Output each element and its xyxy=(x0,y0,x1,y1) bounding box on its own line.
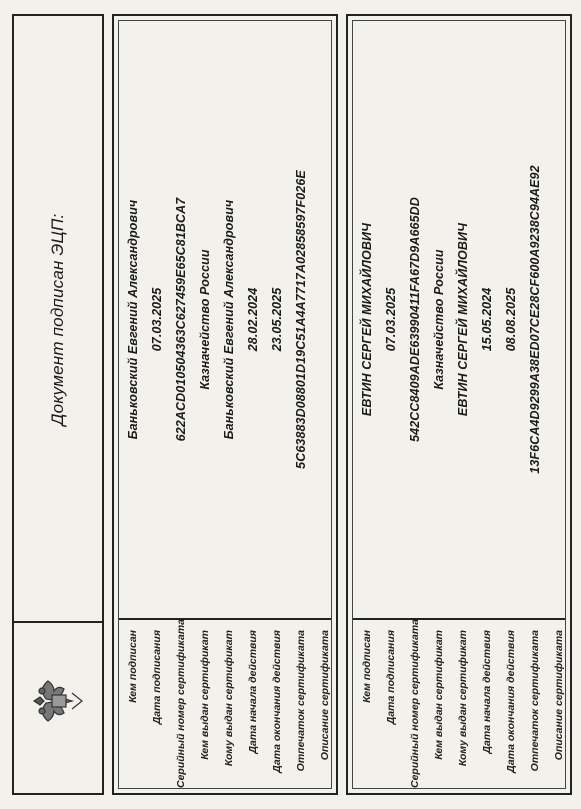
labels-column xyxy=(119,618,331,788)
certificate-panel-2 xyxy=(346,14,572,795)
stamp-header xyxy=(12,14,104,795)
label-description: Описание сертификата xyxy=(319,630,331,761)
value-serial: 542CC8409ADE63990411FA67D9A665DD xyxy=(408,197,422,442)
value-valid-from: 28.02.2024 xyxy=(246,287,260,352)
value-sign-date: 07.03.2025 xyxy=(150,287,164,352)
label-valid-to: Дата окончания действия xyxy=(505,630,517,773)
value-valid-to: 23.05.2025 xyxy=(270,287,284,352)
value-valid-to: 08.08.2025 xyxy=(504,287,518,352)
label-sign-date: Дата подписания xyxy=(385,630,397,725)
value-signed-by: Баньковский Евгений Александрович xyxy=(126,199,140,440)
label-issued-by: Кем выдан сертификат xyxy=(199,630,211,760)
label-thumbprint: Отпечаток сертификата xyxy=(529,630,541,772)
label-valid-from: Дата начала действия xyxy=(247,630,259,754)
value-signed-by: ЕВТИН СЕРГЕЙ МИХАЙЛОВИЧ xyxy=(360,222,374,417)
value-thumbprint: 5C63883D08801D19C51A4A7717A02858597F026E xyxy=(294,170,308,469)
label-serial: Серийный номер сертификата xyxy=(175,618,187,788)
value-issued-by: Казначейство России xyxy=(198,249,212,390)
emblem-cell xyxy=(14,621,102,793)
label-issued-to: Кому выдан сертификат xyxy=(223,630,235,767)
value-sign-date: 07.03.2025 xyxy=(384,287,398,352)
value-thumbprint: 13F6CA4D9299A38ED07CE28CF600A9238C94AE92 xyxy=(528,165,542,474)
value-issued-to: Баньковский Евгений Александрович xyxy=(222,199,236,440)
label-valid-from: Дата начала действия xyxy=(481,630,493,754)
value-issued-by: Казначейство России xyxy=(432,249,446,390)
label-issued-to: Кому выдан сертификат xyxy=(457,630,469,767)
label-signed-by: Кем подписан xyxy=(361,630,373,703)
label-issued-by: Кем выдан сертификат xyxy=(433,630,445,760)
value-issued-to: ЕВТИН СЕРГЕЙ МИХАЙЛОВИЧ xyxy=(456,222,470,417)
value-valid-from: 15.05.2024 xyxy=(480,287,494,352)
header-title-cell xyxy=(14,16,102,623)
coat-of-arms-icon xyxy=(28,671,88,731)
label-sign-date: Дата подписания xyxy=(151,630,163,725)
value-serial: 622ACD010504363C627459E65C81BCA7 xyxy=(174,197,188,442)
label-serial: Серийный номер сертификата xyxy=(409,618,421,788)
certificate-panel-1 xyxy=(112,14,338,795)
label-signed-by: Кем подписан xyxy=(127,630,139,703)
label-valid-to: Дата окончания действия xyxy=(271,630,283,773)
page-title: Документ подписан ЭЦП: xyxy=(48,213,67,426)
label-description: Описание сертификата xyxy=(553,630,565,761)
label-thumbprint: Отпечаток сертификата xyxy=(295,630,307,772)
values-column xyxy=(119,21,331,618)
values-column xyxy=(353,21,565,618)
labels-column xyxy=(353,618,565,788)
